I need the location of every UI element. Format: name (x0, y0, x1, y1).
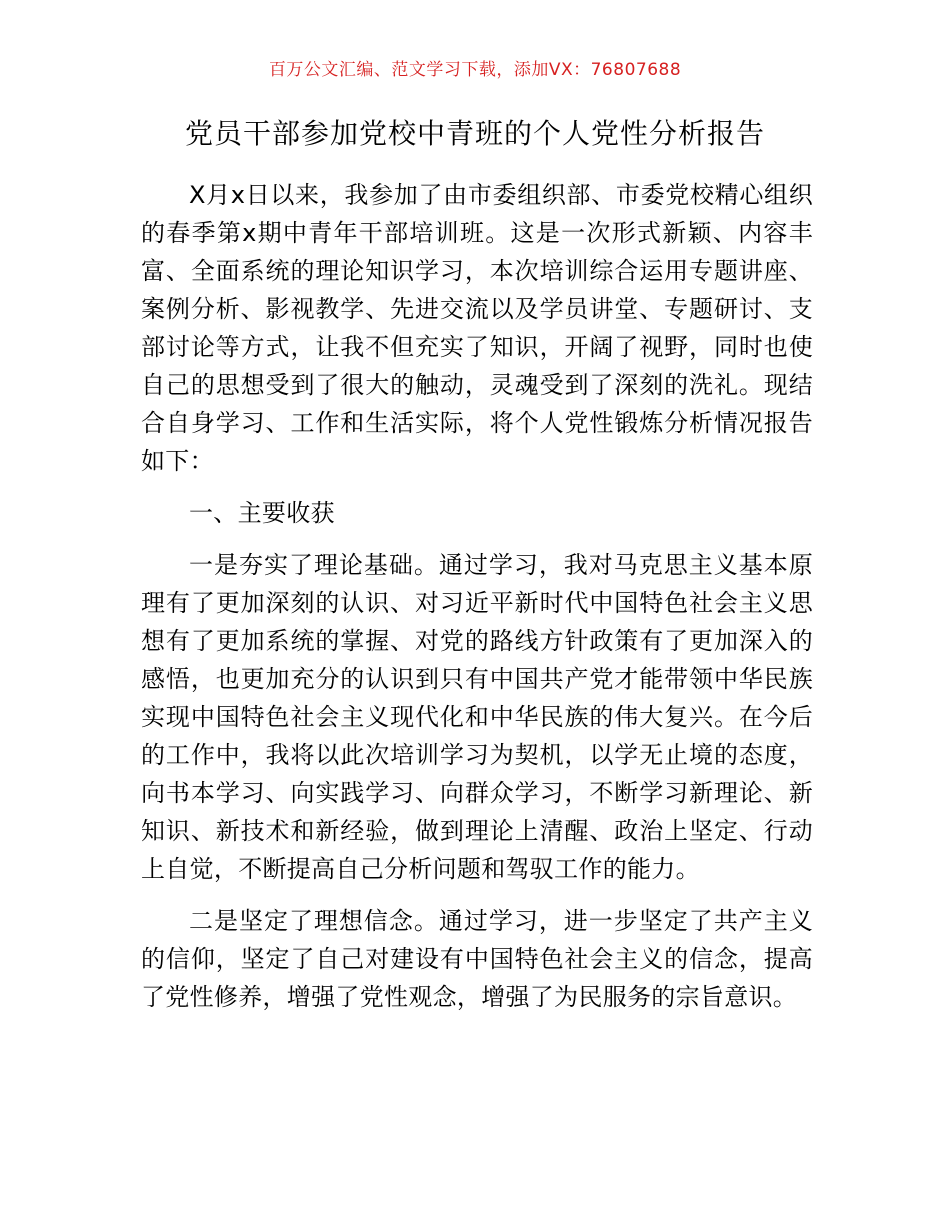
paragraph-belief: 二是坚定了理想信念。通过学习，进一步坚定了共产主义的信仰，坚定了自己对建设有中国特色社会主义的信念，提高了党性修养，增强了党性观念，增强了为民服务的宗旨意识。 (141, 907, 813, 1011)
document-body (141, 176, 813, 1016)
document-title: 党员干部参加党校中青班的个人党性分析报告 (184, 117, 765, 150)
paragraph-intro: X月x日以来，我参加了由市委组织部、市委党校精心组织的春季第x期中青年干部培训班。这是一次形式新颖、内容丰富、全面系统的理论知识学习，本次培训综合运用专题讲座、案例分析、影视教学、先进交流以及学员讲堂、专题研讨、支部讨论等方式，让我不但充实了知识，开阔了视野，同时也使自己的思想受到了很大的触动，灵魂受到了深刻的洗礼。现结合自身学习、工作和生活实际，将个人党性锻炼分析情况报告如下： (141, 181, 813, 475)
header-note: 百万公文汇编、范文学习下载，添加VX：76807688 (268, 60, 682, 80)
section-heading: 一、主要收获 (189, 499, 335, 527)
paragraph-theory: 一是夯实了理论基础。通过学习，我对马克思主义基本原理有了更加深刻的认识、对习近平新时代中国特色社会主义思想有了更加系统的掌握、对党的路线方针政策有了更加深入的感悟，也更加充分的认识到只有中国共产党才能带领中华民族实现中国特色社会主义现代化和中华民族的伟大复兴。在今后的工作中，我将以此次培训学习为契机，以学无止境的态度，向书本学习、向实践学习、向群众学习，不断学习新理论、新知识、新技术和新经验，做到理论上清醒、政治上坚定、行动上自觉，不断提高自己分析问题和驾驭工作的能力。 (141, 551, 813, 883)
